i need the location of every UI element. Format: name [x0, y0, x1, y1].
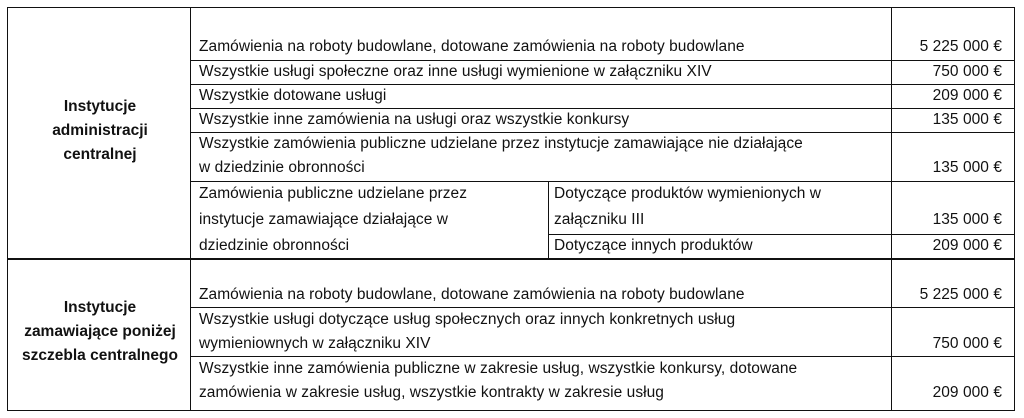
column-divider — [548, 181, 549, 258]
row-amount: 750 000 € — [932, 63, 1002, 80]
row-description: Wszystkie zamówienia publiczne udzielane przez instytucje zamawiające nie działające — [199, 135, 803, 152]
sub-row-amount: 209 000 € — [932, 237, 1002, 254]
row-description: wymieniownych w załączniku XIV — [199, 335, 431, 352]
sub-row-amount: 135 000 € — [932, 211, 1002, 228]
column-divider — [891, 8, 892, 410]
row-description: Wszystkie inne zamówienia publiczne w zakresie usług, wszystkie konkursy, dotowane — [199, 360, 798, 377]
row-amount: 135 000 € — [932, 111, 1002, 128]
institution-label-subcentral — [8, 296, 192, 368]
defence-description: instytucje zamawiające działające w — [199, 211, 449, 228]
row-amount: 5 225 000 € — [919, 38, 1002, 55]
row-description: Wszystkie usługi dotyczące usług społecznych oraz innych konkretnych usług — [199, 311, 736, 328]
label-line: centralnej — [63, 146, 137, 163]
row-description: Wszystkie usługi społeczne oraz inne usługi wymienione w załączniku XIV — [199, 63, 712, 80]
institution-label-central — [8, 95, 192, 167]
row-description: Wszystkie dotowane usługi — [199, 87, 387, 104]
row-amount: 209 000 € — [932, 384, 1002, 401]
row-amount: 750 000 € — [932, 335, 1002, 352]
row-amount: 135 000 € — [932, 159, 1002, 176]
label-line: Instytucje — [63, 98, 137, 115]
label-line: szczebla centralnego — [22, 347, 178, 364]
row-description: Zamówienia na roboty budowlane, dotowane zamówienia na roboty budowlane — [199, 286, 745, 303]
label-line: zamawiające poniżej — [24, 323, 176, 340]
row-description: w dziedzinie obronności — [199, 159, 365, 176]
defence-description: dziedzinie obronności — [199, 237, 350, 254]
sub-row-description: Dotyczące produktów wymienionych w — [554, 185, 822, 202]
row-amount: 209 000 € — [932, 87, 1002, 104]
label-line: administracji — [52, 122, 148, 139]
row-description: Zamówienia na roboty budowlane, dotowane zamówienia na roboty budowlane — [199, 38, 745, 55]
row-amount: 5 225 000 € — [919, 286, 1002, 303]
row-description: Wszystkie inne zamówienia na usługi oraz wszystkie konkursy — [199, 111, 630, 128]
label-line: Instytucje — [63, 299, 137, 316]
row-description: zamówienia w zakresie usług, wszystkie kontrakty w zakresie usług — [199, 384, 664, 401]
thresholds-table — [7, 7, 1015, 411]
section-divider — [8, 258, 1014, 260]
sub-row-description: Dotyczące innych produktów — [554, 237, 753, 254]
defence-description: Zamówienia publiczne udzielane przez — [199, 185, 468, 202]
sub-row-description: załączniku III — [554, 211, 645, 228]
